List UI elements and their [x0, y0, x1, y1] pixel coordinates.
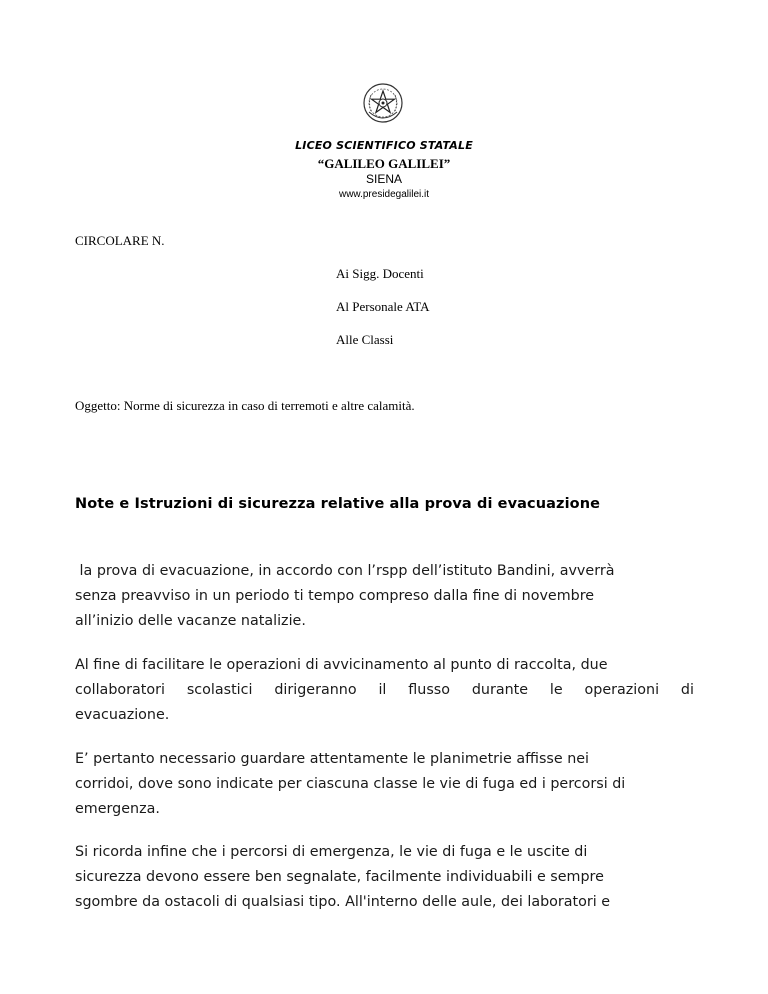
school-name: LICEO SCIENTIFICO STATALE: [295, 139, 473, 152]
paragraph-line: evacuazione.: [75, 707, 170, 723]
paragraph-floor-plans: [75, 747, 694, 822]
word: operazioni: [584, 682, 660, 698]
word: il: [378, 682, 387, 698]
paragraph-line: Si ricorda infine che i percorsi di emergenza, le vie di fuga e le uscite di: [75, 844, 588, 860]
recipient-classi: Alle Classi: [336, 332, 394, 347]
word: durante: [471, 682, 529, 698]
word: le: [549, 682, 563, 698]
paragraph-collaborators: [75, 653, 694, 728]
paragraph-line: sgombre da ostacoli di qualsiasi tipo. All'interno delle aule, dei laboratori e: [75, 894, 611, 910]
word: dirigeranno: [274, 682, 357, 698]
word: di: [680, 682, 694, 698]
circolare-number: CIRCOLARE N.: [75, 233, 165, 248]
paragraph-line: corridoi, dove sono indicate per ciascuna classe le vie di fuga ed i percorsi di: [75, 776, 626, 792]
word: scolastici: [186, 682, 253, 698]
paragraph-line: la prova di evacuazione, in accordo con l’rspp dell’istituto Bandini, avverrà: [75, 563, 615, 579]
school-subname: “GALILEO GALILEI”: [317, 156, 451, 171]
recipient-docenti: Ai Sigg. Docenti: [336, 266, 424, 281]
recipient-personale-ata: Al Personale ATA: [336, 299, 430, 314]
school-city: SIENA: [365, 172, 402, 186]
paragraph-line: Al fine di facilitare le operazioni di avvicinamento al punto di raccolta, due: [75, 657, 608, 673]
paragraph-line: E’ pertanto necessario guardare attentamente le planimetrie affisse nei: [75, 751, 590, 767]
paragraph-line: sicurezza devono essere ben segnalate, facilmente individuabili e sempre: [75, 869, 604, 885]
paragraph-line-justified: [75, 678, 694, 703]
paragraph-line: all’inizio delle vacanze natalizie.: [75, 613, 306, 629]
paragraph-evacuation-timing: [75, 559, 694, 634]
italian-republic-emblem-icon: [362, 82, 404, 124]
word: collaboratori: [75, 682, 165, 698]
paragraph-line: senza preavviso in un periodo ti tempo compreso dalla fine di novembre: [75, 588, 595, 604]
section-heading: Note e Istruzioni di sicurezza relative alla prova di evacuazione: [75, 496, 601, 512]
word: flusso: [408, 682, 450, 698]
subject-line: Oggetto: Norme di sicurezza in caso di terremoti e altre calamità.: [75, 398, 415, 413]
school-website: www.presidegalilei.it: [338, 189, 430, 200]
paragraph-line: emergenza.: [75, 801, 160, 817]
paragraph-emergency-routes: [75, 840, 694, 915]
